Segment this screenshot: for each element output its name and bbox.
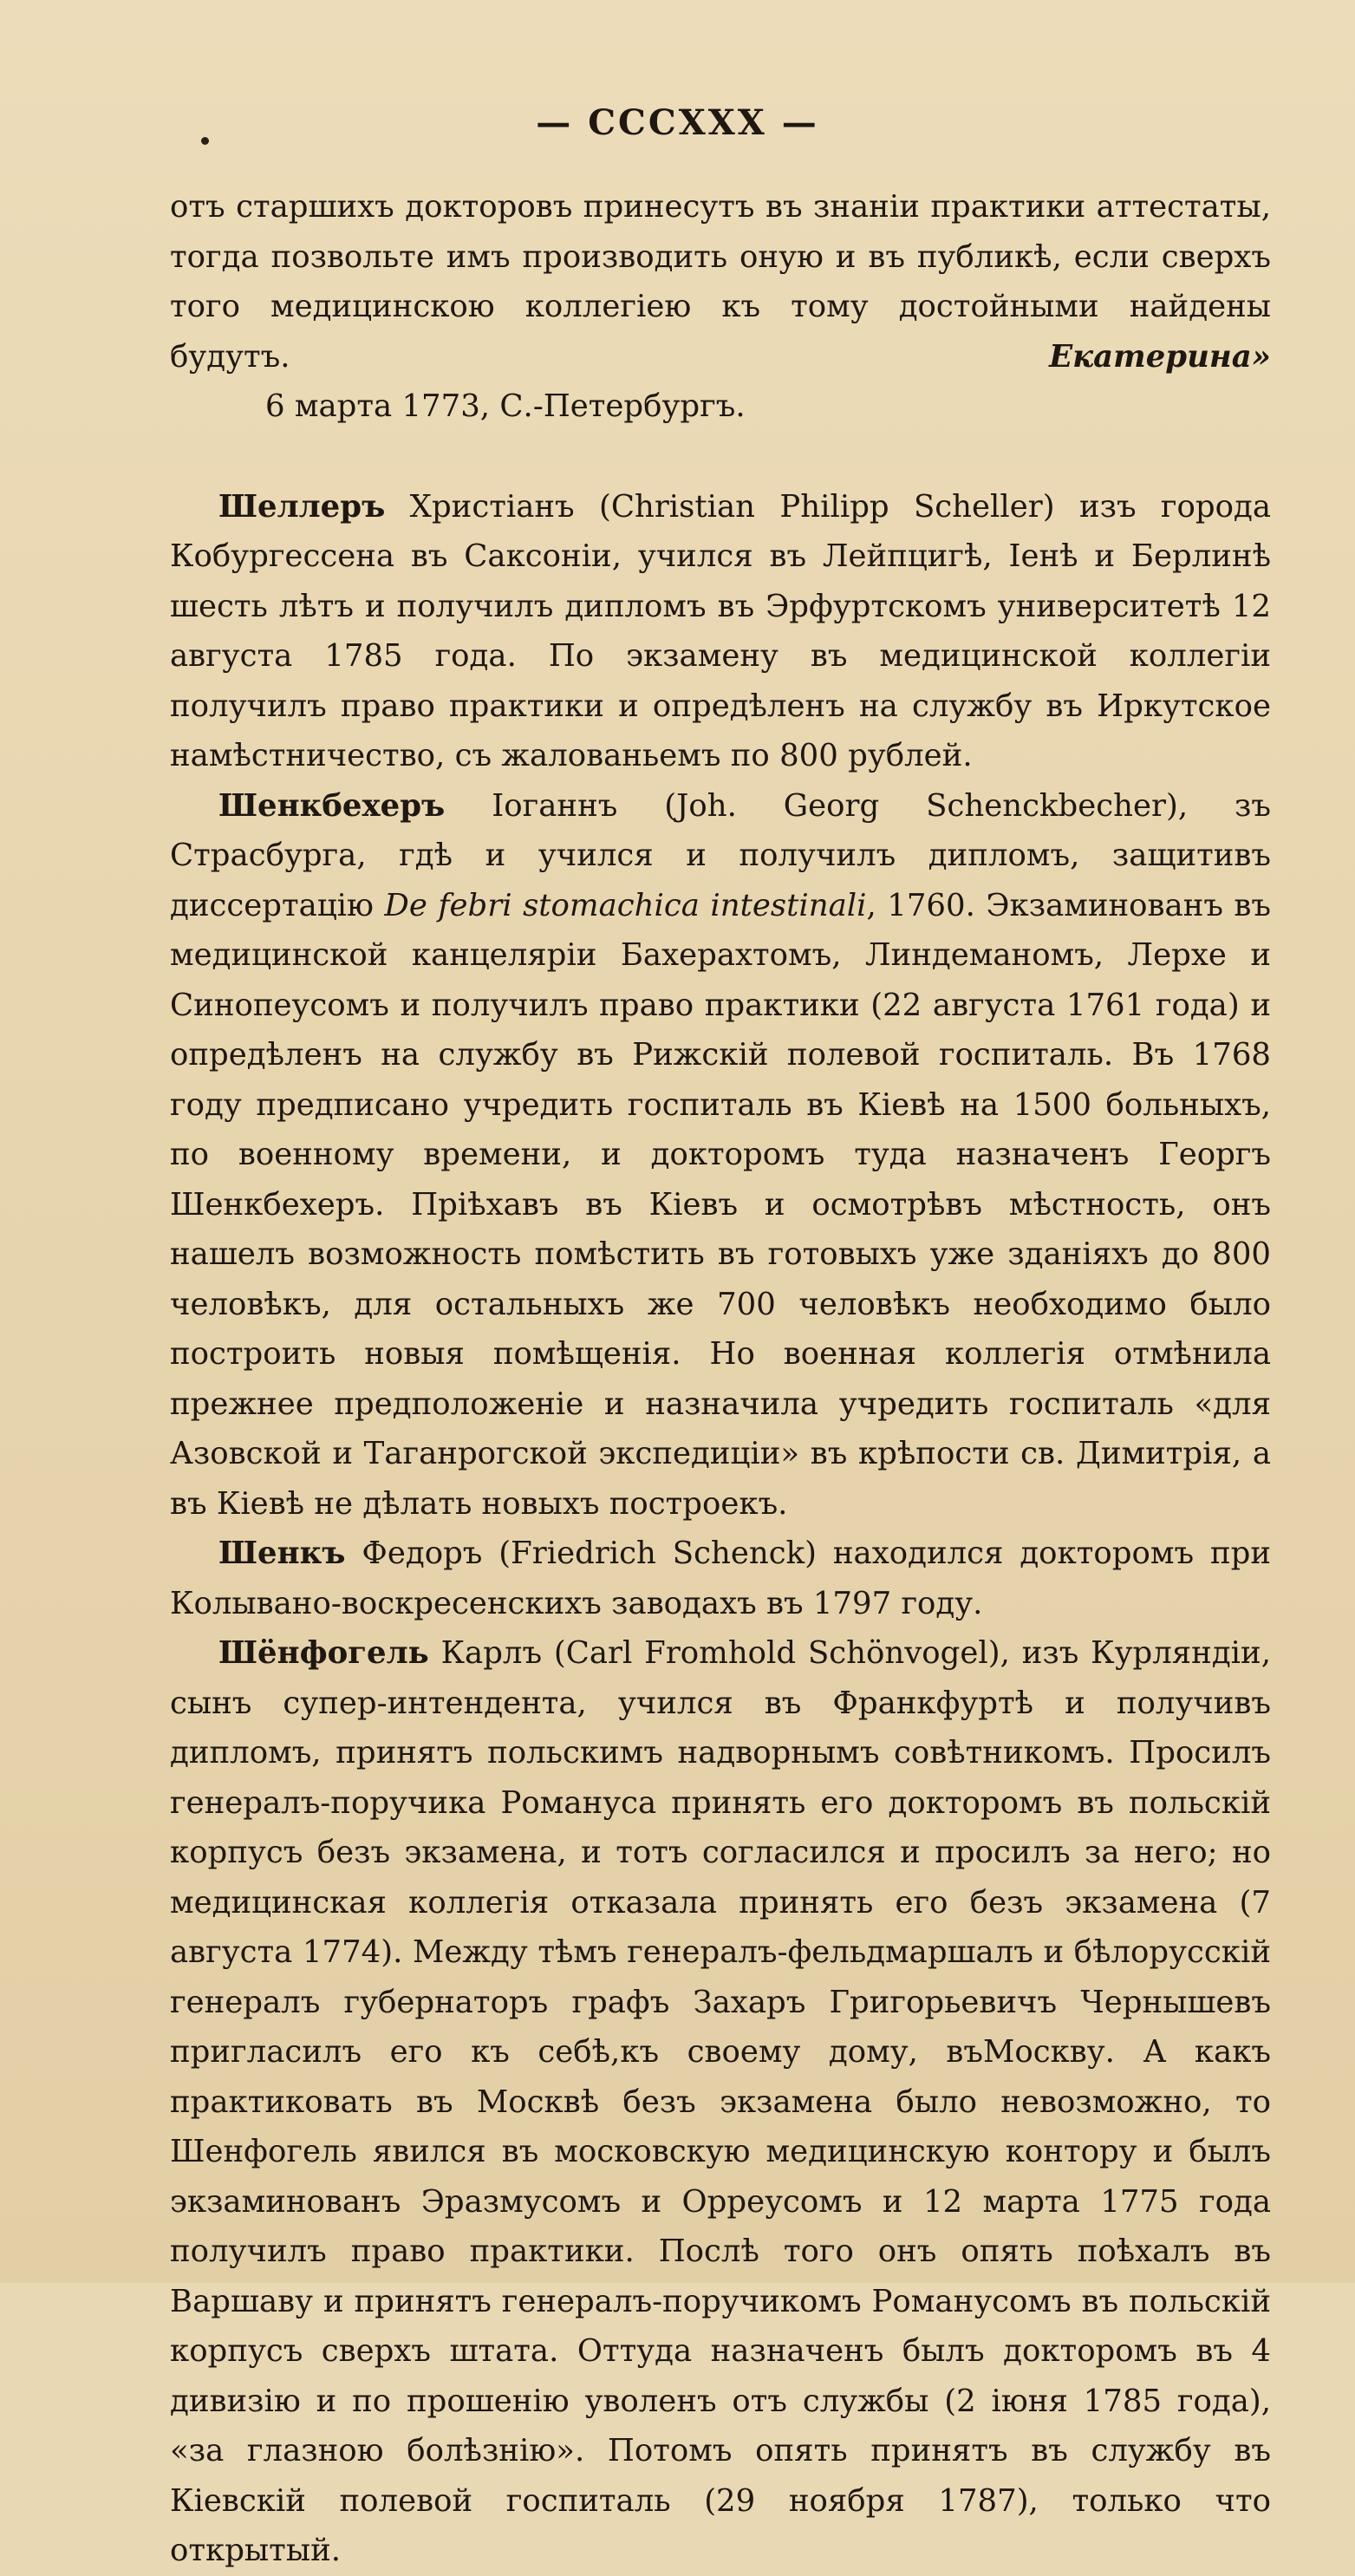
continuation-text: отъ старшихъ докторовъ принесутъ въ знаніи практики аттестаты, тогда позвольте имъ производить оную и въ публикѣ, если сверхъ того медицинскою коллегіею къ тому достойными найдены будутъ.	[170, 189, 1271, 375]
entry-schenk	[170, 1529, 1271, 1628]
entry-name: Шёнфогель	[218, 1635, 429, 1671]
entry-name: Шенкъ	[218, 1536, 346, 1571]
entry-text-continued: , 1760. Экзаминованъ въ медицинской канцеляріи Бахерахтомъ, Линдеманомъ, Лерхе и Синопеусомъ и получилъ право практики (22 августа 1761 года) и опредѣленъ на службу въ Рижскій полевой госпиталь. Въ 1768 году предписано учредить госпиталь въ Кіевѣ на 1500 больныхъ, по военному времени, и докторомъ туда назначенъ Георгъ Шенкбехеръ. Пріѣхавъ въ Кіевъ и осмотрѣвъ мѣстность, онъ нашелъ возможность помѣстить въ готовыхъ уже зданіяхъ до 800 человѣкъ, для остальныхъ же 700 человѣкъ необходимо было построить новыя помѣщенія. Но военная коллегія отмѣнила прежнее предположеніе и назначила учредить госпиталь «для Азовской и Таганрогской экспедиціи» въ крѣпости св. Димитрія, а въ Кіевѣ не дѣлать новыхъ построекъ.	[170, 887, 1272, 1522]
entry-text: Карлъ (Carl Fromhold Schönvogel), изъ Курляндіи, сынъ супер-интендента, учился въ Франкфуртѣ и получивъ дипломъ, принятъ польскимъ надворнымъ совѣтникомъ. Просилъ генералъ-поручика Романуса принять его докторомъ въ польскій корпусъ безъ экзамена, и тотъ согласился и просилъ за него; но медицинская коллегія отказала принять его безъ экзамена (7 августа 1774). Между тѣмъ генералъ-фельдмаршалъ и бѣлорусскій генералъ губернаторъ графъ Захаръ Григорьевичъ Чернышевъ пригласилъ его къ себѣ,къ своему дому, въМоскву. А какъ практиковать въ Москвѣ безъ экзамена было невозможно, то Шенфогель явился въ московскую медицинскую контору и былъ экзаминованъ Эразмусомъ и Орреусомъ и 12 марта 1775 года получилъ право практики. Послѣ того онъ опять поѣхалъ въ Варшаву и принятъ генералъ-поручикомъ Романусомъ въ польскій корпусъ сверхъ штата. Оттуда назначенъ былъ докторомъ въ 4 дивизію и по прошенію уволенъ отъ службы (2 іюня 1785 года), «за глазною болѣзнію». Потомъ опять принятъ въ службу въ Кіевскій полевой госпиталь (29 ноября 1787), только что открытый.	[170, 1635, 1271, 2568]
decree-date: 6 марта 1773, С.-Петербургъ.	[265, 388, 746, 424]
signature: Екатерина»	[1049, 338, 1271, 375]
entry-schenkbecher	[170, 781, 1271, 1529]
entry-text: Іоганнъ (Joh. Georg Schenckbecher), зъ Страсбурга, гдѣ и учился и получилъ дипломъ, защитивъ диссертацію	[170, 787, 1271, 923]
entry-name: Шенкбехеръ	[218, 787, 446, 824]
entry-name: Шеллеръ	[218, 488, 386, 525]
entry-scheller	[170, 482, 1271, 781]
entry-text: Федоръ (Friedrich Schenck) находился докторомъ при Колывано-воскресенскихъ заводахъ въ 1797 году.	[170, 1536, 1271, 1621]
page-body	[170, 182, 1271, 2576]
page-number: — CCCXXX —	[536, 102, 819, 143]
continuation-paragraph	[170, 182, 1271, 382]
section-gap	[170, 432, 1271, 482]
entry-text: Христіанъ (Christian Philipp Scheller) изъ города Кобургессена въ Саксоніи, учился въ Лейпцигѣ, Іенѣ и Берлинѣ шесть лѣтъ и получилъ дипломъ въ Эрфуртскомъ университетѣ 12 августа 1785 года. По экзамену въ медицинской коллегіи получилъ право практики и опредѣленъ на службу въ Иркутское намѣстничество, съ жалованьемъ по 800 рублей.	[170, 488, 1271, 773]
entry-schoenvogel	[170, 1628, 1271, 2576]
thesis-title: De febri stomachica intestinali	[384, 887, 867, 923]
